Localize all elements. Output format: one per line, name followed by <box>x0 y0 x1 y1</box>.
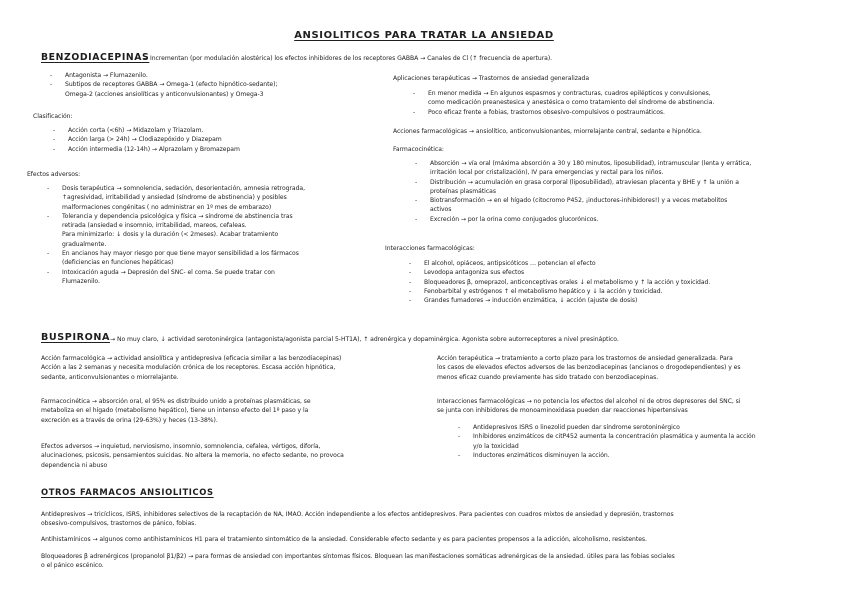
page-title: ANSIOLITICOS PARA TRATAR LA ANSIEDAD <box>294 30 554 41</box>
buspirona-intro: → No muy claro, ↓ actividad serotoninérgica (antagonista/agonista parcial 5-HT1A), ↑ adrenérgica y dopaminérgica. Agonista sobre autorreceptores a nivel presináptico. <box>110 336 619 343</box>
inter-list <box>424 259 839 305</box>
list-item: - Intoxicación aguda → Depresión del SNC- el coma. Se puede tratar con Flumazenilo. <box>62 268 382 287</box>
list-item: - Levodopa antagoniza sus efectos <box>424 268 839 277</box>
list-item: - Grandes fumadores → inducción enzimática, ↓ acción (ajuste de dosis) <box>424 296 839 305</box>
farmaco-label: Farmacocinética: <box>393 146 444 153</box>
list-item: - Inductores enzimáticos disminuyen la acción. <box>473 451 838 460</box>
list-item: - Antagonista → Flumazenilo. <box>65 71 385 80</box>
list-item: - Excreción → por la orina como conjugados glucorónicos. <box>430 215 840 224</box>
otros-antihistaminicos: Antihistamínicos → algunos como antihistamínicos H1 para el tratamiento sintomático de la ansiedad. Considerable efecto sedante y es para pacientes propensos a la adicción, alcoholismo, resistentes. <box>41 536 647 543</box>
otros-heading: OTROS FARMACOS ANSIOLITICOS <box>41 487 214 497</box>
buspirona-efectos: Efectos adversos → inquietud, nerviosismo, insomnio, somnolencia, cefalea, vértigos, diforía, alucinaciones, psicosis, pensamientos suicidas. No altera la memoria, no efecto sedante, no provoca dependencia ni abuso <box>41 443 344 469</box>
list-item: - Dosis terapéutica → somnolencia, sedación, desorientación, amnesia retrograda, ↑agresividad, irritabilidad y ansiedad (síndrome de abstinencia) y posibles malformaciones congénitas ( no administrar en 1º mes de embarazo) <box>62 184 382 212</box>
benzo-heading: BENZODIACEPINAS <box>41 52 150 63</box>
buspirona-inter: Interacciones farmacológicas → no potencia los efectos del alcohol ni de otros depresores del SNC, si se junta con inhibidores de monoaminoxidasa pueden dar reacciones hipertensivas <box>437 398 741 415</box>
benzo-intro: → Incrementan (por modulación alostérica) los efectos inhibidores de los receptores GABBA → Canales de Cl (↑ frecuencia de apertura). <box>143 54 553 62</box>
otros-antidepresivos: Antidepresivos → tricíclicos, ISRS, inhibidores selectivos de la recaptación de NA, IMAO. Acción independiente a los efectos antidepresivos. Para pacientes con cuadros mixtos de ansiedad y depresión, trastornos obsesivo-compulsivos, trastornos de pánico, fobias. <box>41 511 674 528</box>
buspirona-terap: Acción terapéutica → tratamiento a corto plazo para los trastornos de ansiedad generalizada. Para los casos de elevados efectos adversos de las benzodiacepinas (ancianos o drogodependientes) y es menos eficaz cuando previamente has sido tratado con benzodiacepinas. <box>437 355 741 381</box>
list-item: - Poco eficaz frente a fobias, trastornos obsesivo-compulsivos o postraumáticos. <box>428 108 838 117</box>
list-item: - Fenobarbital y estrógenos ↑ el metabolismo hepático y ↓ la acción y toxicidad. <box>424 287 839 296</box>
buspirona-accion: Acción farmacológica → actividad ansiolítica y antidepresiva (eficacia similar a las benzodiacepinas) Acción a las 2 semanas y necesita modulación crónica de los receptores. Escasa acción hipnótica, sedante, anticonvulsionantes o miorrelajante. <box>41 355 342 381</box>
efectos-list <box>62 184 382 286</box>
list-item: Omega-2 (acciones ansiolíticas y anticonvulsionantes) y Omega-3 <box>65 90 264 98</box>
list-item: - Tolerancia y dependencia psicológica y física → síndrome de abstinencia tras retirada (ansiedad e insomnio, irritabilidad, mareos, cefaleas. Para minimizarlo: ↓ dosis y la duración (< 2meses). Acabar tratamiento gradualmente. <box>62 212 382 249</box>
acciones-farmacologicas: Acciones farmacológicas → ansiolítico, anticonvulsionantes, miorrelajante central, sedante e hipnótica. <box>393 128 702 135</box>
benzo-intro-list <box>65 71 385 99</box>
efectos-label: Efectos adversos: <box>27 171 81 178</box>
buspirona-heading: BUSPIRONA <box>41 332 111 343</box>
aplic-list <box>428 89 838 117</box>
list-item: - Distribución → acumulación en grasa corporal (liposubilidad), atraviesan placenta y BHE y ↑ la unión a proteínas plasmáticas <box>430 178 840 197</box>
list-item: - Acción corta (<6h) → Midazolam y Triazolam. <box>68 126 368 135</box>
farmaco-list <box>430 159 840 224</box>
inter-label: Interacciones farmacológicas: <box>385 245 475 252</box>
buspirona-inter-list <box>473 423 838 460</box>
list-item: - En ancianos hay mayor riesgo por que tiene mayor sensibilidad a los fármacos (deficiencias en funciones hepáticas) <box>62 249 382 268</box>
list-item: - Antidepresivos ISRS o linezolid pueden dar síndrome serotoninérgico <box>473 423 838 432</box>
list-item: - Acción intermedia (12-14h) → Alprazolam y Bromazepam <box>68 145 368 154</box>
list-item: - Absorción → vía oral (máxima absorción a 30 y 180 minutos, liposubilidad), intramuscular (lenta y errática, irritación local por cristalización), IV para emergencias y rectal para los niños. <box>430 159 840 178</box>
buspirona-farmaco: Farmacocinética → absorción oral, el 95% es distribuido unido a proteínas plasmáticas, se metaboliza en el hígado (metabolismo hepático), tiene un intenso efecto del 1º paso y la excreción es a través de orina (29-63%) y heces (13-38%). <box>41 398 311 424</box>
list-item: - Biotransformación → en el hígado (citocromo P452, ¡inductores-inhibidores!) y a veces metabolitos activos <box>430 196 840 215</box>
aplic-label: Aplicaciones terapéuticas → Trastornos de ansiedad generalizada <box>393 75 590 82</box>
clasif-label: Clasificación: <box>33 113 73 120</box>
list-item: - Inhibidores enzimáticos de citP452 aumenta la concentración plasmática y aumenta la acción y/o la toxicidad <box>473 432 838 451</box>
list-item: - En menor medida → En algunos espasmos y contracturas, cuadros epilépticos y convulsiones, como medicación preanestesica y anestésica o como tratamiento del síndrome de abstinencia. <box>428 89 838 108</box>
list-item: - Bloqueadores β, omeprazol, anticonceptivas orales ↓ el metabolismo y ↑ la acción y toxicidad. <box>424 278 839 287</box>
list-item: - Subtipos de receptores GABBA → Omega-1 (efecto hipnótico-sedante); <box>65 80 385 89</box>
list-item: - El alcohol, opiáceos, antipsicóticos … potencian el efecto <box>424 259 839 268</box>
otros-bloqueadores: Bloqueadores β adrenérgicos (propanolol β1/β2) → para formas de ansiedad con importantes síntomas físicos. Bloquean las manifestaciones somáticas adrenérgicas de la ansiedad. útiles para las fobias sociales o el pánico escénico. <box>41 553 675 570</box>
clasif-list <box>68 126 368 154</box>
list-item: - Acción larga (> 24h) → Clodiazepóxido y Diazepam <box>68 135 368 144</box>
